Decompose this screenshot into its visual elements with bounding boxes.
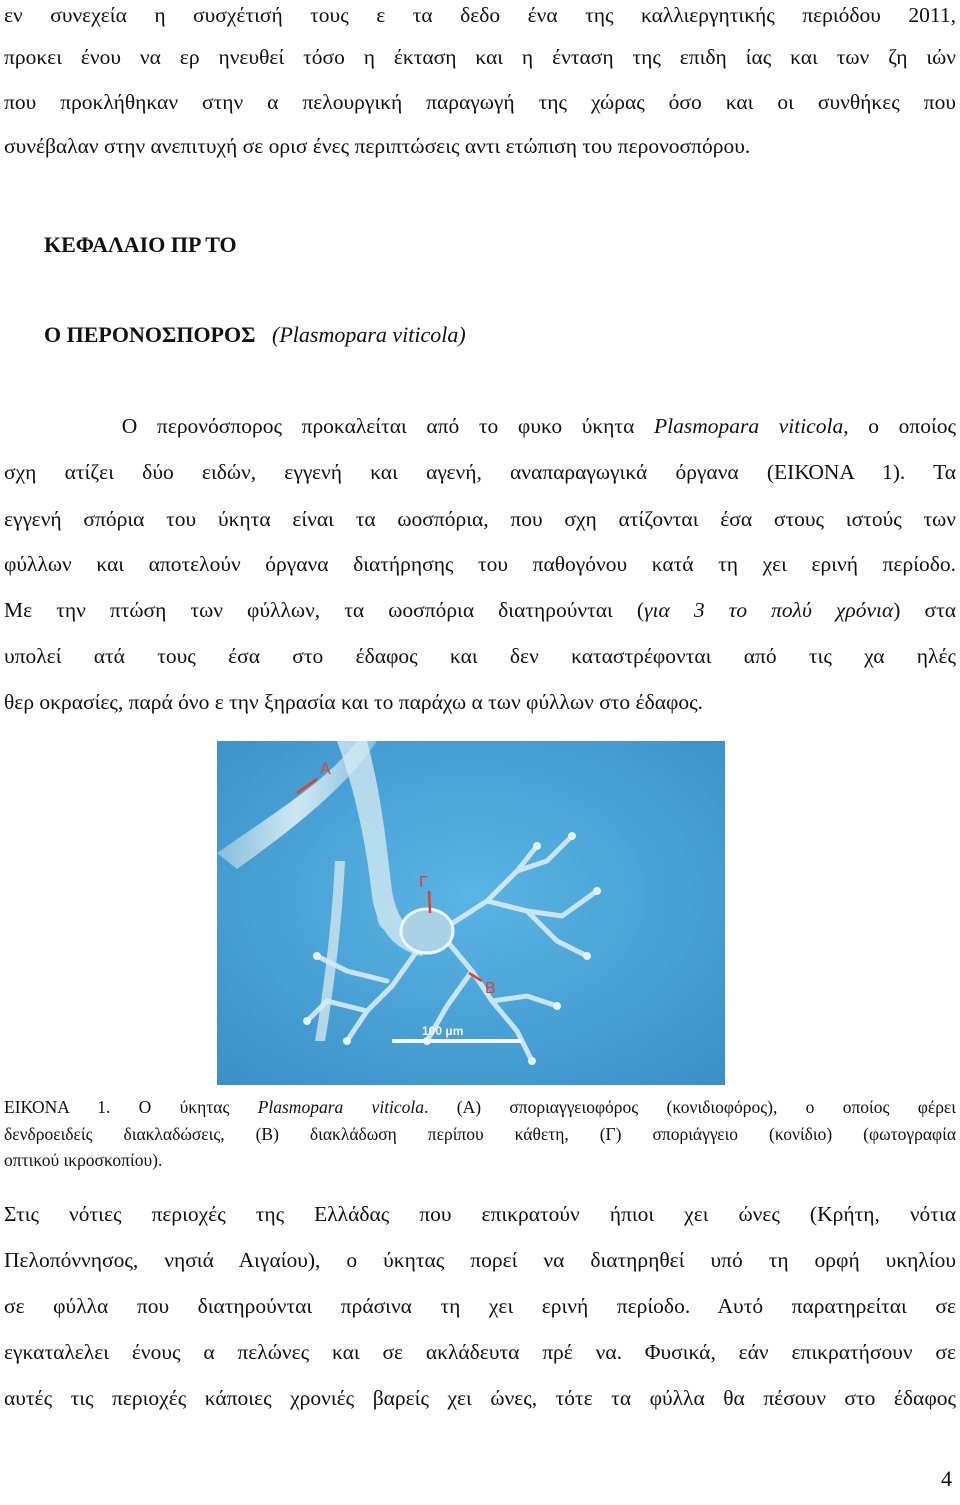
para1-line-3: εγγενή σπόρια του ύκητα είναι τα ωοσπόρια, που σχη ατίζονται έσα στους ιστούς των bbox=[4, 507, 956, 531]
para2-line-2: Πελοπόννησος, νησιά Αιγαίου), ο ύκητας πορεί να διατηρηθεί υπό τη ορφή υκηλίου bbox=[4, 1248, 956, 1272]
species-name: Plasmopara viticola bbox=[653, 414, 844, 438]
caption-line-2: δενδροειδείς διακλαδώσεις, (Β) διακλάδωση περίπου κάθετη, (Γ) σποριάγγειο (κονίδιο) (φωτογραφία bbox=[4, 1124, 956, 1144]
para2-line-4: εγκαταλελει ένους α πελώνες και σε ακλάδευτα πρέ να. Φυσικά, εάν επικρατήσουν σε bbox=[4, 1340, 956, 1364]
intro-line-1: εν συνεχεία η συσχέτισή τους ε τα δεδο ένα της καλλιεργητικής περιόδου 2011, bbox=[4, 3, 956, 27]
para1-line-7: θερ οκρασίες, παρά όνο ε την ξηρασία και το παράχω α των φύλλων στο έδαφος. bbox=[4, 690, 704, 714]
microscope-photo bbox=[217, 741, 725, 1085]
page-number: 4 bbox=[941, 1466, 952, 1491]
para2-line-5: αυτές τις περιοχές κάποιες χρονιές βαρείς χει ώνες, τότε τα φύλλα θα πέσουν στο έδαφος bbox=[4, 1386, 956, 1410]
section-heading bbox=[44, 322, 466, 348]
section-heading-latin: (Plasmopara viticola) bbox=[272, 322, 466, 347]
para2-line-1: Στις νότιες περιοχές της Ελλάδας που επικρατούν ήπιοι χει ώνες (Κρήτη, νότια bbox=[4, 1202, 956, 1226]
figure-label-a: Α bbox=[320, 761, 331, 778]
duration-note: για 3 το πολύ χρόνια bbox=[644, 598, 894, 622]
para1-line-4: φύλλων και αποτελούν όργανα διατήρησης του παθογόνου κατά τη χει ερινή περίοδο. bbox=[4, 552, 956, 576]
intro-line-3: που προκλήθηκαν στην α πελουργική παραγωγή της χώρας όσο και οι συνθήκες που bbox=[4, 90, 956, 114]
figure-label-g: Γ bbox=[419, 874, 428, 891]
para1-line-2: σχη ατίζει δύο ειδών, εγγενή και αγενή, αναπαραγωγικά όργανα (ΕΙΚΟΝΑ 1). Τα bbox=[4, 460, 956, 484]
para1-line-1: Ο περονόσπορος προκαλείται από το φυκο ύκητα Plasmopara viticola, ο οποίος bbox=[4, 414, 956, 438]
figure-label-b: Β bbox=[485, 980, 496, 997]
intro-line-2: προκει ένου να ερ ηνευθεί τόσο η έκταση και η ένταση της επιδη ίας και των ζη ιών bbox=[4, 45, 956, 69]
para2-line-3: σε φύλλα που διατηρούνται πράσινα τη χει ερινή περίοδο. Αυτό παρατηρείται σε bbox=[4, 1294, 956, 1318]
intro-line-4: συνέβαλαν στην ανεπιτυχή σε ορισ ένες περιπτώσεις αντι ετώπιση του περονοσπόρου. bbox=[4, 134, 751, 158]
scale-label: 100 μm bbox=[422, 1024, 464, 1038]
para1-line-6: υπολεί ατά τους έσα στο έδαφος και δεν καταστρέφονται από τις χα ηλές bbox=[4, 644, 956, 668]
section-heading-main: Ο ΠΕΡΟΝΟΣΠΟΡΟΣ bbox=[44, 322, 256, 347]
chapter-heading: ΚΕΦΑΛΑΙΟ ΠΡ ΤΟ bbox=[44, 232, 237, 257]
caption-species: Plasmopara viticola bbox=[257, 1097, 425, 1117]
para1-line-5: Με την πτώση των φύλλων, τα ωοσπόρια διατηρούνται (για 3 το πολύ χρόνια) στα bbox=[4, 598, 956, 622]
caption-line-3: οπτικού ικροσκοπίου). bbox=[4, 1150, 163, 1170]
caption-line-1: ΕΙΚΟΝΑ 1. Ο ύκητας Plasmopara viticola. (Α) σποριαγγειοφόρος (κονιδιοφόρος), ο οποίος φέρει bbox=[4, 1097, 956, 1117]
scale-bar bbox=[392, 1039, 522, 1043]
